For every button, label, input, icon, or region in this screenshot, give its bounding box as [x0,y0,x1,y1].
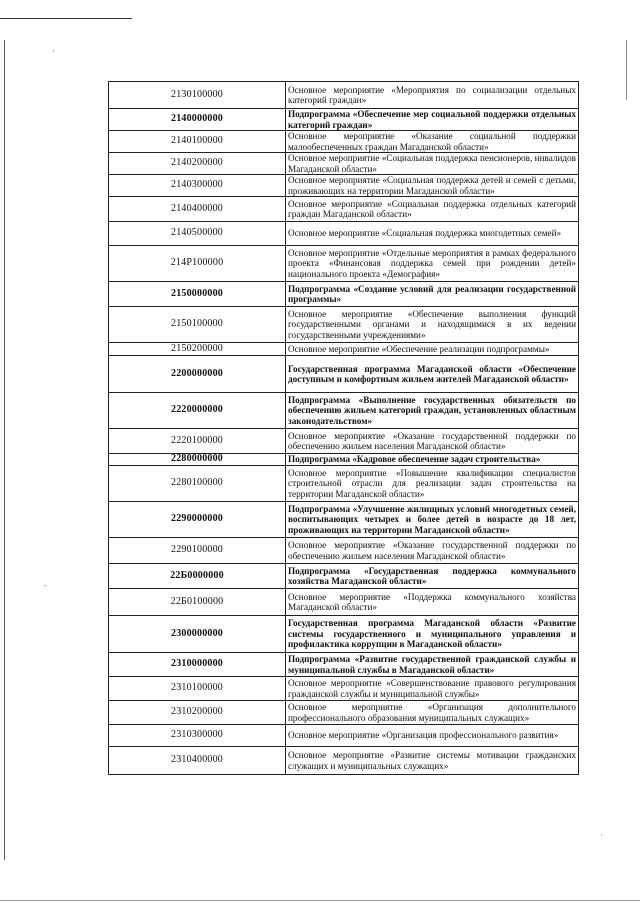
program-name-cell: Основное мероприятие «Мероприятия по социализации отдельных категорий граждан» [286,82,579,109]
program-code-cell: 2130100000 [109,82,286,109]
program-name-cell: Основное мероприятие «Социальная поддержка многодетных семей» [286,222,579,246]
program-code-cell: 2310400000 [109,747,286,775]
table-row [109,747,579,775]
table-row [109,109,579,131]
program-name-cell: Основное мероприятие «Совершенствование правового регулирования гражданской службы и муниципальной службы» [286,677,579,701]
table-row [109,82,579,109]
program-name-cell: Основное мероприятие «Развитие системы мотивации гражданских служащих и муниципальных служащих» [286,747,579,775]
program-name-cell: Основное мероприятие «Оказание государственной поддержки по обеспечению жильем населения Магаданской области» [286,538,579,564]
program-code-cell: 2140200000 [109,153,286,175]
program-code-cell: 2310100000 [109,677,286,701]
table-row [109,538,579,564]
program-name-cell: Подпрограмма «Развитие государственной гражданской службы и муниципальной службы в Магаданской области» [286,653,579,677]
program-code-cell: 2280100000 [109,466,286,502]
table-row [109,393,579,429]
table-row [109,701,579,725]
program-code-cell: 2290100000 [109,538,286,564]
program-code-cell: 2310300000 [109,725,286,747]
program-code-cell: 2220000000 [109,393,286,429]
program-name-cell: Подпрограмма «Обеспечение мер социальной поддержки отдельных категорий граждан» [286,109,579,131]
table-row [109,502,579,538]
table-row [109,153,579,175]
program-code-cell: 2140500000 [109,222,286,246]
program-name-cell: Основное мероприятие «Социальная поддержка пенсионеров, инвалидов Магаданской области» [286,153,579,175]
program-name-cell: Основное мероприятие «Оказание государственной поддержки по обеспечению жильем населения Магаданской области» [286,429,579,454]
table-row [109,653,579,677]
program-name-cell: Подпрограмма «Выполнение государственных обязательств по обеспечению жильем категорий граждан, установленных областным законодательством» [286,393,579,429]
program-name-cell: Государственная программа Магаданской области «Обеспечение доступным и комфортным жильем жителей Магаданской области» [286,356,579,393]
table-row [109,564,579,589]
program-name-cell: Основное мероприятие «Обеспечение реализации подпрограммы» [286,343,579,356]
table-row [109,131,579,153]
program-code-cell: 2140400000 [109,197,286,222]
program-name-cell: Государственная программа Магаданской области «Развитие системы государственного и муниципального управления и профилактика коррупции в Магаданской области» [286,616,579,653]
scan-speck: · [600,830,603,840]
scan-edge-top [0,18,132,19]
program-name-cell: Подпрограмма «Кадровое обеспечение задач строительства» [286,454,579,466]
table-row [109,197,579,222]
table-row [109,466,579,502]
table-row [109,246,579,282]
program-code-cell: 22Б0000000 [109,564,286,589]
program-name-cell: Основное мероприятие «Социальная поддержка детей и семей с детьми, проживающих на территории Магаданской области» [286,175,579,197]
program-name-cell: Подпрограмма «Государственная поддержка коммунального хозяйства Магаданской области» [286,564,579,589]
program-name-cell: Основное мероприятие «Поддержка коммунального хозяйства Магаданской области» [286,589,579,616]
table-row [109,725,579,747]
program-code-cell: 2150100000 [109,307,286,343]
table-row [109,454,579,466]
program-code-cell: 2200000000 [109,356,286,393]
program-code-cell: 2150200000 [109,343,286,356]
table-row [109,222,579,246]
scan-edge-left [4,40,5,860]
program-code-cell: 214P100000 [109,246,286,282]
program-name-cell: Основное мероприятие «Оказание социальной поддержки малообеспеченных граждан Магаданской области» [286,131,579,153]
program-codes-table [108,81,579,775]
program-name-cell: Основное мероприятие «Отдельные мероприятия в рамках федерального проекта «Финансовая поддержка семей при рождении детей» национального проекта «Демография» [286,246,579,282]
table-row [109,356,579,393]
program-code-cell: 2310000000 [109,653,286,677]
table-row [109,307,579,343]
program-code-cell: 2150000000 [109,282,286,307]
program-code-cell: 2310200000 [109,701,286,725]
program-name-cell: Основное мероприятие «Повышение квалификации специалистов строительной отрасли для реализации задач строительства на территории Магаданской области» [286,466,579,502]
program-name-cell: Основное мероприятие «Обеспечение выполнения функций государственными органами и находящимися в их ведении государственными учреждениями» [286,307,579,343]
program-code-cell: 2290000000 [109,502,286,538]
program-code-cell: 22Б0100000 [109,589,286,616]
program-name-cell: Подпрограмма «Создание условий для реализации государственной программы» [286,282,579,307]
program-code-cell: 2140000000 [109,109,286,131]
table-row [109,175,579,197]
program-code-cell: 2300000000 [109,616,286,653]
table-row [109,677,579,701]
program-name-cell: Основное мероприятие «Социальная поддержка отдельных категорий граждан Магаданской области» [286,197,579,222]
scan-edge-right [626,40,627,100]
table-row [109,282,579,307]
program-code-cell: 2220100000 [109,429,286,454]
program-code-cell: 2280000000 [109,454,286,466]
scan-speck: - [44,580,47,590]
table-row [109,616,579,653]
table-row [109,589,579,616]
scan-edge-bottom [0,900,640,901]
scan-speck: · [52,46,55,56]
table-row [109,429,579,454]
program-code-cell: 2140300000 [109,175,286,197]
program-name-cell: Основное мероприятие «Организация профессионального развития» [286,725,579,747]
program-code-cell: 2140100000 [109,131,286,153]
program-name-cell: Подпрограмма «Улучшение жилищных условий многодетных семей, воспитывающих четырех и более детей в возрасте до 18 лет, проживающих на территории Магаданской области» [286,502,579,538]
program-name-cell: Основное мероприятие «Организация дополнительного профессионального образования муниципальных служащих» [286,701,579,725]
table-row [109,343,579,356]
